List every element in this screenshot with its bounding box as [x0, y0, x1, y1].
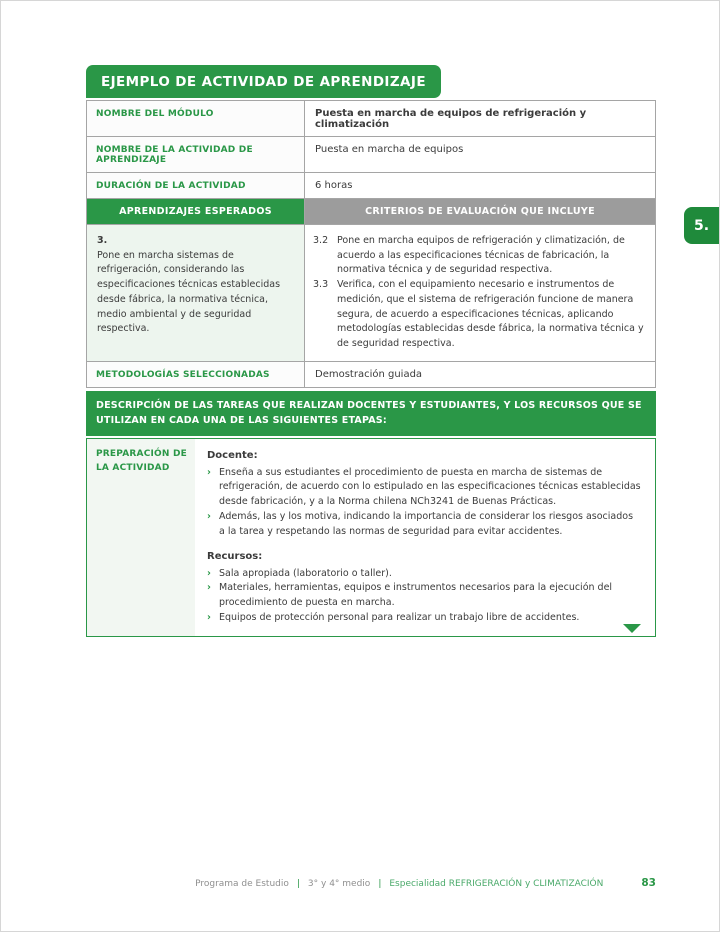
- expected-learning-header: APRENDIZAJES ESPERADOS: [87, 199, 305, 225]
- list-item-text: Materiales, herramientas, equipos e instrumentos necesarios para la ejecución del procedimiento de puesta en marcha.: [219, 582, 613, 609]
- activity-name-label: NOMBRE DE LA ACTIVIDAD DE APRENDIZAJE: [87, 137, 305, 173]
- criterion-number: 3.2: [313, 235, 329, 246]
- table-row: [87, 137, 656, 173]
- list-item-text: Además, las y los motiva, indicando la importancia de considerar los riesgos asociados a la tarea y respetando las normas de seguridad para evitar accidentes.: [219, 510, 634, 537]
- criterion-text: Pone en marcha equipos de refrigeración y climatización, de acuerdo a las especificaciones técnicas de fabricación, la normativa técnica y de seguridad respectiva.: [337, 235, 625, 276]
- criterion-item: [313, 278, 645, 352]
- recursos-heading: Recursos:: [207, 551, 263, 563]
- docente-heading: Docente:: [207, 450, 258, 462]
- table-row: [87, 225, 656, 362]
- duration-label: DURACIÓN DE LA ACTIVIDAD: [87, 173, 305, 199]
- page-number: 83: [641, 877, 656, 889]
- list-item-text: Sala apropiada (laboratorio o taller).: [219, 567, 392, 579]
- continuation-arrow-icon: [623, 624, 641, 633]
- objective-number: 3.: [97, 235, 108, 246]
- footer-separator: |: [296, 879, 300, 889]
- page-footer: [86, 877, 656, 889]
- list-item: [207, 581, 641, 610]
- chevron-bullet-icon: ›: [207, 582, 211, 594]
- list-item: [207, 466, 641, 510]
- criteria-cell: [305, 225, 656, 362]
- list-item: [207, 611, 641, 626]
- methodology-value: Demostración guiada: [305, 361, 656, 387]
- footer-specialty: Especialidad REFRIGERACIÓN y CLIMATIZACIÓN: [389, 879, 604, 889]
- chevron-bullet-icon: ›: [207, 611, 211, 623]
- chevron-bullet-icon: ›: [207, 510, 211, 522]
- criterion-number: 3.3: [313, 279, 329, 291]
- module-name-value: Puesta en marcha de equipos de refrigeración y climatización: [305, 101, 656, 137]
- list-item-text: Equipos de protección personal para realizar un trabajo libre de accidentes.: [219, 611, 580, 623]
- table-row: [87, 361, 656, 387]
- module-name-label: NOMBRE DEL MÓDULO: [87, 101, 305, 137]
- duration-value: 6 horas: [305, 173, 656, 199]
- activity-info-table: [86, 100, 656, 388]
- chevron-bullet-icon: ›: [207, 466, 211, 478]
- tasks-description-banner: DESCRIPCIÓN DE LAS TAREAS QUE REALIZAN DOCENTES Y ESTUDIANTES, Y LOS RECURSOS QUE SE UTILIZAN EN CADA UNA DE LAS SIGUIENTES ETAPAS:: [86, 391, 656, 436]
- stage-label: PREPARACIÓN DE LA ACTIVIDAD: [87, 439, 195, 635]
- list-item-text: Enseña a sus estudiantes el procedimiento de puesta en marcha de sistemas de refrigeración, de acuerdo con lo estipulado en las especificaciones técnicas establecidas desde fabricación, y a la Norma chilena NCh3241 de Buenas Prácticas.: [219, 466, 641, 508]
- criterion-item: [313, 234, 645, 278]
- footer-grade: 3° y 4° medio: [307, 879, 371, 889]
- table-row: [87, 101, 656, 137]
- learning-objective-cell: [87, 225, 305, 362]
- footer-separator: |: [378, 879, 382, 889]
- list-item: [207, 510, 641, 539]
- methodology-label: METODOLOGÍAS SELECCIONADAS: [87, 361, 305, 387]
- chapter-tab: [684, 207, 719, 244]
- chapter-tab-label: 5.: [693, 217, 710, 234]
- objective-text: Pone en marcha sistemas de refrigeración, considerando las especificaciones técnicas establecidas desde fábrica, la normativa técnica, medio ambiental y de seguridad respectiva.: [97, 249, 281, 335]
- preparation-section: [86, 438, 656, 636]
- page-title: EJEMPLO DE ACTIVIDAD DE APRENDIZAJE: [86, 65, 441, 98]
- preparation-content: [195, 439, 655, 635]
- footer-program: Programa de Estudio: [195, 879, 289, 889]
- page-content: [86, 65, 656, 637]
- table-row: [87, 173, 656, 199]
- list-item: [207, 567, 641, 582]
- activity-name-value: Puesta en marcha de equipos: [305, 137, 656, 173]
- criterion-text: Verifica, con el equipamiento necesario e instrumentos de medición, que el sistema de refrigeración funcione de manera segura, de acuerdo a especificaciones técnicas, aplicando metodologías establecidas desde fábrica, la normativa técnica y de seguridad respectiva.: [337, 279, 644, 350]
- evaluation-criteria-header: CRITERIOS DE EVALUACIÓN QUE INCLUYE: [305, 199, 656, 225]
- table-header-row: [87, 199, 656, 225]
- chevron-bullet-icon: ›: [207, 567, 211, 579]
